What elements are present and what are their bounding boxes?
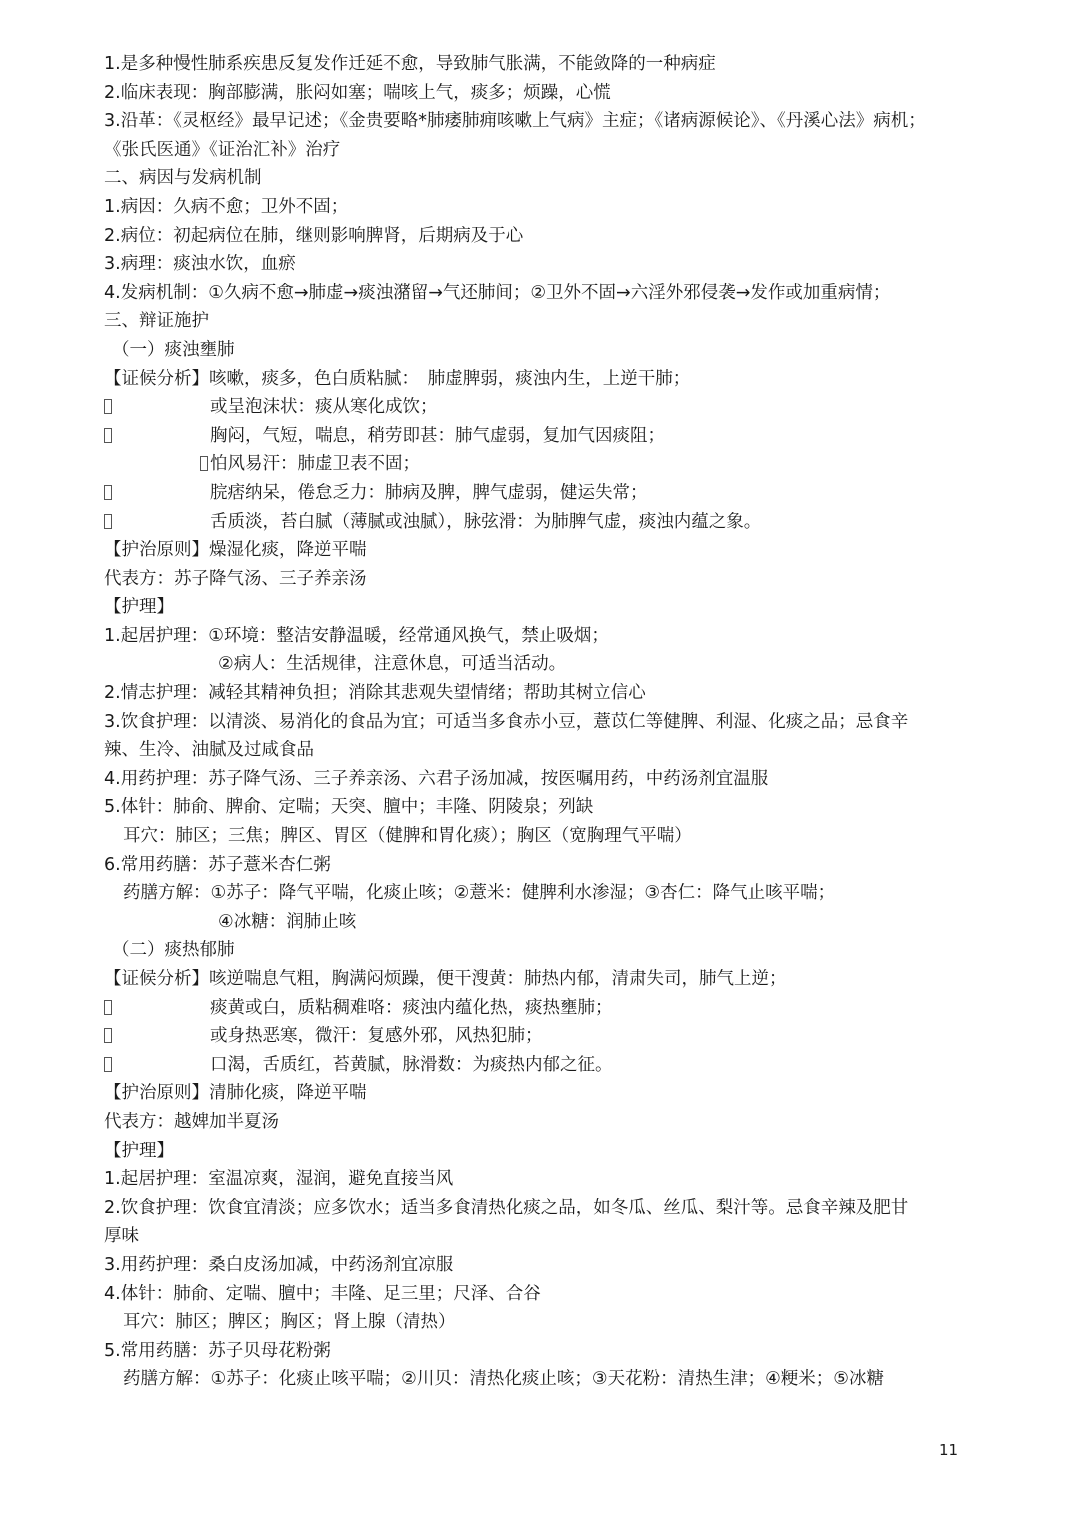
section-heading: 二、病因与发病机制 <box>104 168 262 189</box>
text-line: 【护治原则】清肺化痰，降逆平喘 <box>104 1083 367 1104</box>
missing-glyph-box-icon <box>104 514 112 529</box>
text-line: ②病人：生活规律，注意休息，可适当活动。 <box>218 654 567 675</box>
text-line-with-box <box>200 450 1080 479</box>
text-line: 辣、生冷、油腻及过咸食品 <box>104 740 314 761</box>
text-line: 5.体针：肺俞、脾俞、定喘；天突、膻中；丰隆、阴陵泉；列缺 <box>104 797 594 818</box>
text-line: 脘痞纳呆，倦怠乏力：肺病及脾，脾气虚弱，健运失常； <box>210 482 648 503</box>
missing-glyph-box-icon <box>104 1057 112 1072</box>
text-line: 【护理】 <box>104 1140 174 1161</box>
text-line: 4.发病机制：①久病不愈→肺虚→痰浊潴留→气还肺间；②卫外不固→六淫外邪侵袭→发作或加重病情； <box>104 282 891 303</box>
text-line: 厚味 <box>104 1226 139 1247</box>
text-line: 2.饮食护理：饮食宜清淡；应多饮水；适当多食清热化痰之品，如冬瓜、丝瓜、梨汁等。忌食辛辣及肥甘 <box>104 1197 909 1218</box>
text-line: 1.是多种慢性肺系疾患反复发作迁延不愈，导致肺气胀满，不能敛降的一种病症 <box>104 54 716 74</box>
text-line: 或身热恶寒，微汗：复感外邪，风热犯肺； <box>210 1026 543 1047</box>
text-line: 耳穴：肺区；三焦；脾区、胃区（健脾和胃化痰）；胸区（宽胸理气平喘） <box>123 826 692 847</box>
text-line: 1.起居护理：室温凉爽，湿润，避免直接当风 <box>104 1169 454 1190</box>
text-line-with-box <box>104 422 1080 451</box>
page-number: 11 <box>939 1441 959 1459</box>
text-line: 2.临床表现：胸部膨满，胀闷如塞；喘咳上气，痰多；烦躁，心慌 <box>104 82 611 103</box>
text-line-with-box <box>104 1022 1080 1051</box>
text-line: 2.情志护理：减轻其精神负担；消除其悲观失望情绪；帮助其树立信心 <box>104 683 646 704</box>
text-line: 2.病位：初起病位在肺，继则影响脾肾，后期病及于心 <box>104 225 524 246</box>
text-line: 药膳方解：①苏子：降气平喘，化痰止咳；②薏米：健脾利水渗湿；③杏仁：降气止咳平喘； <box>123 883 836 904</box>
text-line: 《张氏医通》《证治汇补》治疗 <box>104 139 341 160</box>
text-line-with-box <box>104 393 1080 422</box>
text-line: 【护理】 <box>104 597 174 618</box>
subsection-heading: （一）痰浊壅肺 <box>112 339 235 360</box>
text-line-with-box <box>104 994 1080 1023</box>
missing-glyph-box-icon <box>104 428 112 443</box>
text-line: 5.常用药膳：苏子贝母花粉粥 <box>104 1340 331 1361</box>
text-line-with-box <box>104 508 1080 537</box>
text-line: 【证候分析】咳嗽，痰多，色白质粘腻： 肺虚脾弱，痰浊内生，上逆干肺； <box>104 368 691 389</box>
text-line: 3.用药护理：桑白皮汤加减，中药汤剂宜凉服 <box>104 1254 454 1275</box>
text-line: 4.体针：肺俞、定喘、膻中；丰隆、足三里；尺泽、合谷 <box>104 1283 541 1304</box>
text-line: 【证候分析】咳逆喘息气粗，胸满闷烦躁，便干溲黄：肺热内郁，清肃失司，肺气上逆； <box>104 969 787 989</box>
subsection-heading: （二）痰热郁肺 <box>112 940 235 961</box>
text-line: 或呈泡沫状：痰从寒化成饮； <box>210 397 438 418</box>
text-line: 3.饮食护理：以清淡、易消化的食品为宜；可适当多食赤小豆，薏苡仁等健脾、利湿、化痰之品；忌食辛 <box>104 711 909 732</box>
text-line: 1.病因：久病不愈；卫外不固； <box>104 196 349 217</box>
section-heading: 三、辩证施护 <box>104 311 209 332</box>
text-line: 耳穴：肺区；脾区；胸区；肾上腺（清热） <box>123 1312 456 1333</box>
document-page <box>0 50 1080 1394</box>
text-line-with-box <box>104 479 1080 508</box>
text-line: 胸闷，气短，喘息，稍劳即甚：肺气虚弱，复加气因痰阻； <box>210 425 665 446</box>
text-line: 6.常用药膳：苏子薏米杏仁粥 <box>104 854 331 875</box>
text-line: 4.用药护理：苏子降气汤、三子养亲汤、六君子汤加减，按医嘱用药，中药汤剂宜温服 <box>104 768 769 789</box>
text-line: 3.沿革：《灵枢经》最早记述；《金贵要略*肺痿肺痈咳嗽上气病》主症；《诸病源候论》、《丹溪心法》病机； <box>104 111 926 132</box>
text-line: 3.病理：痰浊水饮，血瘀 <box>104 254 296 275</box>
text-line: 【护治原则】燥湿化痰，降逆平喘 <box>104 540 367 561</box>
text-line-with-box <box>104 1051 1080 1080</box>
missing-glyph-box-icon <box>104 399 112 414</box>
text-line: 痰黄或白，质粘稠难咯：痰浊内蕴化热，痰热壅肺； <box>210 997 613 1018</box>
text-line: 代表方：苏子降气汤、三子养亲汤 <box>104 568 367 589</box>
text-line: 口渴，舌质红，苔黄腻，脉滑数：为痰热内郁之征。 <box>210 1054 613 1075</box>
missing-glyph-box-icon <box>104 1000 112 1015</box>
text-line: ④冰糖：润肺止咳 <box>218 911 357 932</box>
missing-glyph-box-icon <box>200 456 208 471</box>
text-line: 药膳方解：①苏子：化痰止咳平喘；②川贝：清热化痰止咳；③天花粉：清热生津；④粳米；⑤冰糖 <box>123 1369 884 1390</box>
text-line: 怕风易汗：肺虚卫表不固； <box>210 454 420 475</box>
missing-glyph-box-icon <box>104 1028 112 1043</box>
text-line: 舌质淡，苔白腻（薄腻或浊腻），脉弦滑：为肺脾气虚，痰浊内蕴之象。 <box>210 511 762 532</box>
text-line: 代表方：越婢加半夏汤 <box>104 1111 279 1132</box>
text-line: 1.起居护理：①环境：整洁安静温暖，经常通风换气，禁止吸烟； <box>104 625 609 646</box>
missing-glyph-box-icon <box>104 485 112 500</box>
